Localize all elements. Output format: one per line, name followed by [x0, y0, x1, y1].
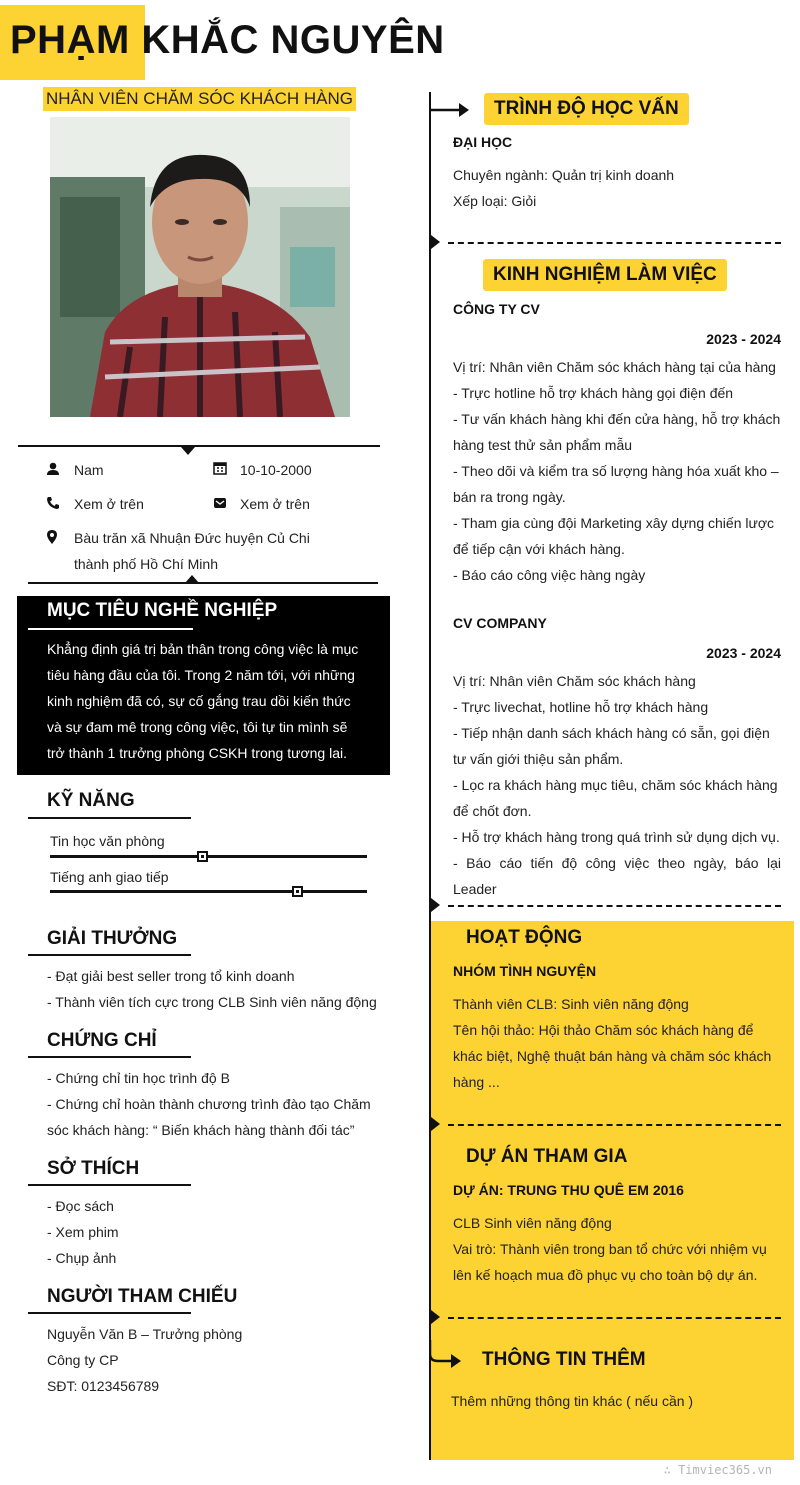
job-line: hàng test thử sản phẩm mẫu	[453, 437, 633, 453]
awards-title: GIẢI THƯỞNG	[47, 928, 178, 949]
job-company: CÔNG TY CV	[453, 301, 540, 317]
hobby-item: - Chụp ảnh	[47, 1250, 117, 1266]
birthday-value: 10-10-2000	[240, 462, 312, 478]
skill-name: Tin học văn phòng	[50, 833, 165, 849]
objective-line: Khẳng định giá trị bản thân trong công việc là mục	[47, 641, 359, 657]
reference-item: SĐT: 0123456789	[47, 1378, 160, 1394]
award-item: - Đạt giải best seller trong tổ kinh doanh	[47, 968, 295, 984]
timeline-marker-icon	[431, 1117, 440, 1131]
job-title: NHÂN VIÊN CHĂM SÓC KHÁCH HÀNG	[43, 87, 356, 111]
arrow-right-icon	[431, 101, 471, 124]
objective-title: MỤC TIÊU NGHỀ NGHIỆP	[47, 600, 278, 621]
awards-underline	[28, 954, 191, 956]
objective-line: trở thành 1 trưởng phòng CSKH trong tương lai.	[47, 745, 347, 761]
activity-line: Thành viên CLB: Sinh viên năng động	[453, 996, 689, 1012]
address-line-1: Bàu trăn xã Nhuận Đức huyện Củ Chi	[74, 530, 310, 546]
gender-value: Nam	[74, 462, 104, 478]
skill-level-handle	[197, 851, 208, 862]
certificate-item: sóc khách hàng: “ Biến khách hàng thành đối tác”	[47, 1122, 355, 1138]
job-line: - Hỗ trợ khách hàng trong quá trình sử dụng dịch vụ.	[453, 829, 780, 845]
section-divider	[448, 905, 781, 907]
job-period: 2023 - 2024	[706, 645, 781, 661]
skill-name: Tiếng anh giao tiếp	[50, 869, 169, 885]
education-line: Xếp loại: Giỏi	[453, 193, 537, 209]
skill-level-bar	[50, 890, 367, 893]
education-details	[453, 162, 783, 214]
job-line: - Trực hotline hỗ trợ khách hàng gọi điện đến	[453, 385, 734, 401]
job-line: để chốt đơn.	[453, 803, 532, 819]
skill-level-handle	[292, 886, 303, 897]
skills-underline	[28, 817, 191, 819]
job-company: CV COMPANY	[453, 615, 547, 631]
job-description	[453, 354, 781, 588]
job-line: - Tham gia cùng đội Marketing xây dựng chiến lược	[453, 515, 775, 531]
timeline-marker-icon	[431, 1310, 440, 1324]
job-description	[453, 668, 781, 902]
job-line: - Báo cáo tiến độ công việc theo ngày, báo lại Leader	[453, 855, 781, 897]
project-line: Vai trò: Thành viên trong ban tổ chức với nhiệm vụ	[453, 1241, 767, 1257]
objective-underline	[28, 628, 193, 630]
phone-value: Xem ở trên	[74, 496, 144, 512]
job-line: - Tiếp nhận danh sách khách hàng có sẵn, gọi điện	[453, 725, 770, 741]
experience-title: KINH NGHIỆM LÀM VIỆC	[483, 259, 727, 291]
objective-text	[47, 636, 359, 766]
job-line: - Tư vấn khách hàng khi đến cửa hàng, hỗ trợ khách	[453, 411, 781, 427]
references-underline	[28, 1312, 191, 1314]
section-divider	[448, 1124, 781, 1126]
activity-line: Tên hội thảo: Hội thảo Chăm sóc khách hàng để	[453, 1022, 754, 1038]
job-line: - Trực livechat, hotline hỗ trợ khách hàng	[453, 699, 709, 715]
projects-title: DỰ ÁN THAM GIA	[466, 1146, 628, 1167]
education-title: TRÌNH ĐỘ HỌC VẤN	[484, 93, 689, 125]
activity-line: hàng ...	[453, 1074, 500, 1090]
divider	[18, 445, 380, 447]
divider	[28, 582, 378, 584]
certificate-item: - Chứng chỉ tin học trình độ B	[47, 1070, 230, 1086]
job-line: để tiếp cận với khách hàng.	[453, 541, 625, 557]
hobbies-title: SỞ THÍCH	[47, 1158, 140, 1179]
divider-arrow-icon	[181, 447, 195, 455]
address-line-2: thành phố Hồ Chí Minh	[74, 556, 218, 572]
calendar-icon	[213, 461, 229, 477]
job-line: bán ra trong ngày.	[453, 489, 566, 505]
awards-list	[47, 963, 387, 1015]
hobby-item: - Đọc sách	[47, 1198, 114, 1214]
job-line: Vị trí: Nhân viên Chăm sóc khách hàng	[453, 673, 696, 689]
watermark: ∴ Timviec365.vn	[663, 1463, 772, 1477]
objective-line: kinh nghiệm đã có, sự cố gắng trau dồi kiến thức	[47, 693, 351, 709]
job-line: Vị trí: Nhân viên Chăm sóc khách hàng tại của hàng	[453, 359, 776, 375]
skill-level-bar	[50, 855, 367, 858]
job-line: tư vấn giới thiệu sản phẩm.	[453, 751, 624, 767]
project-name: DỰ ÁN: TRUNG THU QUÊ EM 2016	[453, 1182, 684, 1198]
curved-arrow-icon	[429, 1340, 465, 1375]
candidate-name: PHẠM KHẮC NGUYÊN	[10, 18, 445, 62]
objective-line: và sự đam mê trong công việc, tôi tự tin mình sẽ	[47, 719, 348, 735]
certificates-list	[47, 1065, 379, 1143]
job-line: - Theo dõi và kiểm tra số lượng hàng hóa xuất kho –	[453, 463, 779, 479]
project-line: CLB Sinh viên năng động	[453, 1215, 612, 1231]
section-divider	[448, 1317, 781, 1319]
job-line: - Báo cáo công việc hàng ngày	[453, 567, 646, 583]
certificate-item: - Chứng chỉ hoàn thành chương trình đào tạo Chăm	[47, 1096, 371, 1112]
education-school: ĐẠI HỌC	[453, 134, 513, 150]
phone-icon	[46, 496, 62, 512]
location-pin-icon	[46, 530, 62, 546]
references-title: NGƯỜI THAM CHIẾU	[47, 1286, 238, 1307]
references-list	[47, 1321, 367, 1399]
email-value: Xem ở trên	[240, 496, 310, 512]
timeline-marker-icon	[431, 898, 440, 912]
email-icon	[213, 496, 229, 512]
job-line: - Lọc ra khách hàng mục tiêu, chăm sóc khách hàng	[453, 777, 778, 793]
user-icon	[46, 462, 62, 478]
activity-line: khác biệt, Nghệ thuật bán hàng và chăm sóc khách	[453, 1048, 772, 1064]
extra-info-title: THÔNG TIN THÊM	[482, 1349, 646, 1370]
profile-photo-image	[50, 117, 350, 417]
education-line: Chuyên ngành: Quản trị kinh doanh	[453, 167, 675, 183]
award-item: - Thành viên tích cực trong CLB Sinh viên năng động	[47, 994, 377, 1010]
timeline-marker-icon	[431, 235, 440, 249]
activities-details	[453, 991, 781, 1095]
reference-item: Nguyễn Văn B – Trưởng phòng	[47, 1326, 243, 1342]
hobbies-list	[47, 1193, 347, 1271]
hobby-item: - Xem phim	[47, 1224, 119, 1240]
job-period: 2023 - 2024	[706, 331, 781, 347]
certificates-underline	[28, 1056, 191, 1058]
objective-line: tiêu hàng đầu của tôi. Trong 2 năm tới, với những	[47, 667, 355, 683]
skills-title: KỸ NĂNG	[47, 790, 135, 811]
activities-title: HOẠT ĐỘNG	[466, 927, 583, 948]
reference-item: Công ty CP	[47, 1352, 119, 1368]
extra-info-text: Thêm những thông tin khác ( nếu cần )	[451, 1393, 694, 1409]
profile-photo	[50, 117, 350, 417]
section-divider	[448, 242, 781, 244]
certificates-title: CHỨNG CHỈ	[47, 1030, 157, 1051]
hobbies-underline	[28, 1184, 191, 1186]
project-line: lên kế hoạch mua đồ phục vụ cho toàn bộ dự án.	[453, 1267, 758, 1283]
timeline-line	[429, 92, 431, 1460]
activities-group: NHÓM TÌNH NGUYỆN	[453, 963, 597, 979]
project-details	[453, 1210, 781, 1288]
